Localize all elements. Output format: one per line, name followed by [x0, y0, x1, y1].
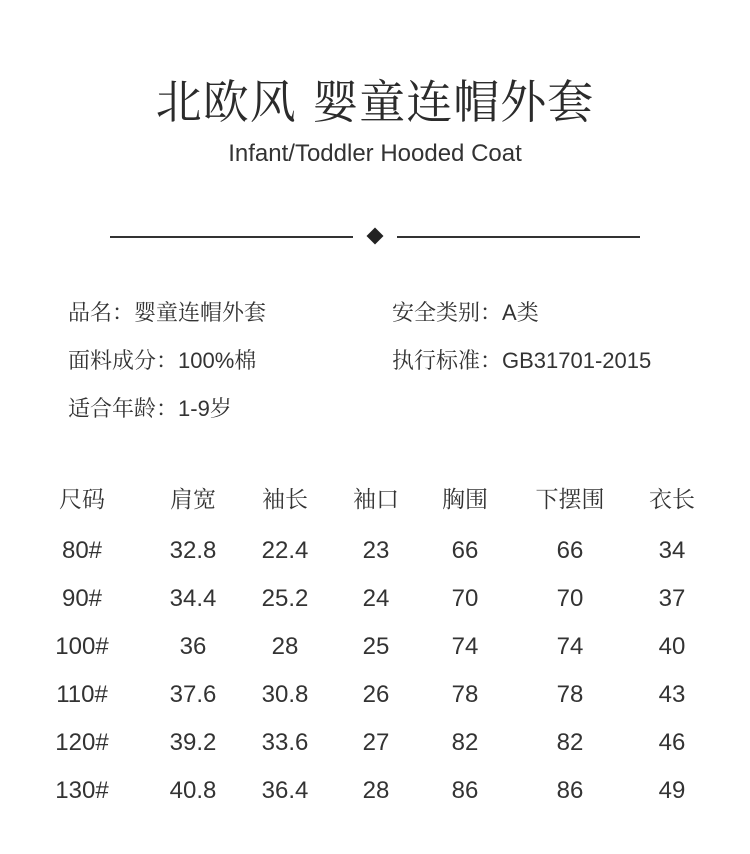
- table-cell: 36: [179, 633, 207, 660]
- diamond-icon: [367, 228, 384, 245]
- size-table: [0, 483, 750, 819]
- table-cell: 80#: [61, 537, 103, 564]
- table-cell: 37.6: [169, 681, 217, 708]
- table-cell: 28: [362, 777, 390, 804]
- info-label: 面料成分：: [68, 349, 179, 374]
- table-cell: 25.2: [261, 585, 309, 612]
- table-header-cell: 衣长: [649, 487, 695, 513]
- table-cell: 33.6: [261, 729, 309, 756]
- info-label: 适合年龄：: [68, 397, 179, 422]
- table-cell: 78: [556, 681, 584, 708]
- table-cell: 40: [658, 633, 686, 660]
- table-cell: 120#: [55, 729, 109, 756]
- product-title: 北欧风 婴童连帽外套: [155, 75, 595, 129]
- table-cell: 25: [362, 633, 390, 660]
- table-cell: 26: [362, 681, 390, 708]
- table-header-cell: 袖长: [262, 487, 308, 513]
- table-cell: 78: [451, 681, 479, 708]
- table-cell: 43: [658, 681, 686, 708]
- divider-right: [397, 236, 640, 238]
- info-label: 安全类别：: [392, 301, 503, 326]
- table-cell: 70: [451, 585, 479, 612]
- info-product-name: [68, 298, 266, 329]
- table-cell: 66: [556, 537, 584, 564]
- table-cell: 90#: [61, 585, 103, 612]
- table-cell: 130#: [55, 777, 109, 804]
- info-label: 品名：: [68, 301, 135, 326]
- info-value: 1-9岁: [178, 396, 232, 421]
- table-header-cell: 袖口: [353, 487, 399, 513]
- table-cell: 37: [658, 585, 686, 612]
- table-cell: 46: [658, 729, 686, 756]
- table-cell: 32.8: [169, 537, 217, 564]
- table-cell: 86: [556, 777, 584, 804]
- table-cell: 39.2: [169, 729, 217, 756]
- table-cell: 27: [362, 729, 390, 756]
- table-header-cell: 尺码: [59, 487, 105, 513]
- table-cell: 82: [556, 729, 584, 756]
- table-cell: 86: [451, 777, 479, 804]
- table-cell: 82: [451, 729, 479, 756]
- table-cell: 22.4: [261, 537, 309, 564]
- table-cell: 28: [271, 633, 299, 660]
- info-fabric: [68, 346, 256, 377]
- table-cell: 36.4: [261, 777, 309, 804]
- table-header-cell: 下摆围: [535, 487, 605, 513]
- table-cell: 34.4: [169, 585, 217, 612]
- table-cell: 30.8: [261, 681, 309, 708]
- info-value: 婴童连帽外套: [134, 300, 267, 325]
- table-cell: 49: [658, 777, 686, 804]
- info-age: [68, 394, 232, 425]
- table-header-cell: 肩宽: [170, 487, 216, 513]
- table-cell: 74: [556, 633, 584, 660]
- table-cell: 34: [658, 537, 686, 564]
- table-cell: 66: [451, 537, 479, 564]
- info-safety-class: [392, 298, 539, 329]
- product-subtitle: Infant/Toddler Hooded Coat: [228, 140, 522, 167]
- table-cell: 40.8: [169, 777, 217, 804]
- table-cell: 23: [362, 537, 390, 564]
- info-standard: [392, 346, 651, 377]
- table-cell: 110#: [56, 681, 108, 708]
- info-value: 100%棉: [178, 348, 257, 373]
- table-cell: 100#: [55, 633, 109, 660]
- table-cell: 24: [362, 585, 390, 612]
- info-label: 执行标准：: [392, 349, 503, 374]
- table-header-cell: 胸围: [442, 487, 488, 513]
- info-value: A类: [502, 300, 539, 325]
- info-value: GB31701-2015: [502, 348, 652, 373]
- table-cell: 74: [451, 633, 479, 660]
- divider-left: [110, 236, 353, 238]
- table-cell: 70: [556, 585, 584, 612]
